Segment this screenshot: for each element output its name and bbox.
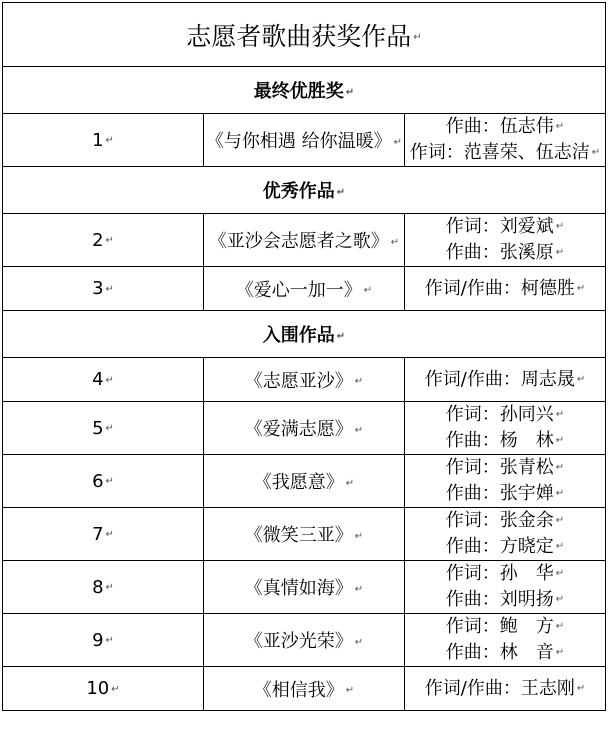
cell-text: 《与你相遇 给你温暖》 xyxy=(205,131,392,152)
row-number xyxy=(3,614,204,667)
paragraph-mark-icon: ↵ xyxy=(111,683,120,695)
cell-text: 作曲：方晓定 xyxy=(445,536,554,557)
credit-line xyxy=(405,214,605,240)
paragraph-mark-icon: ↵ xyxy=(354,530,364,542)
cell-text: 《真情如海》 xyxy=(244,578,353,599)
document-title: 志愿者歌曲获奖作品 xyxy=(186,21,412,51)
song-title xyxy=(204,267,405,311)
paragraph-mark-icon: ↵ xyxy=(555,221,565,232)
paragraph-mark-icon: ↵ xyxy=(555,247,565,258)
cell-text: 《相信我》 xyxy=(253,679,344,701)
row-number xyxy=(3,358,204,402)
paragraph-mark-icon: ↵ xyxy=(336,330,346,342)
song-credits xyxy=(405,561,606,614)
cell-text: 10 xyxy=(86,678,110,699)
section-row xyxy=(3,67,606,114)
cell-text: 作曲：张宇婵 xyxy=(445,483,554,504)
paragraph-mark-icon: ↵ xyxy=(105,235,114,246)
song-title xyxy=(204,114,405,167)
paragraph-mark-icon: ↵ xyxy=(555,462,565,473)
paragraph-mark-icon: ↵ xyxy=(105,476,114,487)
cell-text: 作词/作曲：柯德胜 xyxy=(424,277,575,299)
cell-text: 作词/作曲：周志晟 xyxy=(424,368,575,390)
row-number xyxy=(3,214,204,267)
credit-line xyxy=(405,276,605,302)
row-number xyxy=(3,402,204,455)
paragraph-mark-icon: ↵ xyxy=(105,135,114,146)
paragraph-mark-icon: ↵ xyxy=(363,285,373,296)
paragraph-mark-icon: ↵ xyxy=(413,32,422,43)
cell-text: 作词：张金余 xyxy=(445,510,554,531)
credit-line xyxy=(405,508,605,534)
credit-line xyxy=(405,534,605,560)
paragraph-mark-icon: ↵ xyxy=(105,374,114,386)
paragraph-mark-icon: ↵ xyxy=(354,636,364,648)
cell-text: 《爱满志愿》 xyxy=(244,419,353,440)
cell-text: 作词：刘爱斌 xyxy=(445,216,554,237)
paragraph-mark-icon: ↵ xyxy=(105,283,114,295)
paragraph-mark-icon: ↵ xyxy=(555,568,565,579)
paragraph-mark-icon: ↵ xyxy=(105,635,114,646)
song-title xyxy=(204,561,405,614)
awards-document xyxy=(2,2,606,711)
credit-line xyxy=(405,140,605,166)
paragraph-mark-icon: ↵ xyxy=(576,282,586,294)
paragraph-mark-icon: ↵ xyxy=(105,582,114,593)
paragraph-mark-icon: ↵ xyxy=(345,477,355,489)
paragraph-mark-icon: ↵ xyxy=(105,423,114,434)
cell-text: 3 xyxy=(92,278,104,299)
paragraph-mark-icon: ↵ xyxy=(390,236,400,248)
credit-line xyxy=(405,481,605,507)
song-credits xyxy=(405,114,606,167)
paragraph-mark-icon: ↵ xyxy=(555,409,565,420)
cell-text: 《志愿亚沙》 xyxy=(244,370,353,392)
cell-text: 6 xyxy=(92,470,104,492)
cell-text: 作词：孙同兴 xyxy=(445,404,554,425)
song-credits xyxy=(405,455,606,508)
cell-text: 《我愿意》 xyxy=(253,472,344,493)
table-row xyxy=(3,561,606,614)
cell-text: 作曲：伍志伟 xyxy=(445,116,554,137)
cell-text: 《爱心一加一》 xyxy=(235,279,362,301)
section-heading-excellent xyxy=(3,167,606,214)
paragraph-mark-icon: ↵ xyxy=(393,136,403,148)
row-number xyxy=(3,114,204,167)
song-title xyxy=(204,358,405,402)
cell-text: 作词：鲍 方 xyxy=(445,616,554,637)
credit-line xyxy=(405,640,605,666)
awards-table xyxy=(2,2,606,711)
credit-line xyxy=(405,676,605,702)
song-title xyxy=(204,402,405,455)
credit-line xyxy=(405,587,605,613)
song-credits xyxy=(405,358,606,402)
song-credits xyxy=(405,214,606,267)
cell-text: 作词：孙 华 xyxy=(445,563,554,584)
song-credits xyxy=(405,402,606,455)
section-heading-final xyxy=(3,67,606,114)
cell-text: 4 xyxy=(92,369,104,390)
paragraph-mark-icon: ↵ xyxy=(576,682,586,694)
paragraph-mark-icon: ↵ xyxy=(354,424,364,436)
paragraph-mark-icon: ↵ xyxy=(591,147,601,158)
cell-text: 《亚沙光荣》 xyxy=(244,631,353,652)
row-number xyxy=(3,267,204,311)
cell-text: 作词：张青松 xyxy=(445,457,554,478)
row-number xyxy=(3,667,204,711)
credit-line xyxy=(405,428,605,454)
paragraph-mark-icon: ↵ xyxy=(555,515,565,526)
paragraph-mark-icon: ↵ xyxy=(555,541,565,552)
song-credits xyxy=(405,508,606,561)
cell-text: 作词/作曲：王志刚 xyxy=(424,677,575,699)
cell-text: 最终优胜奖 xyxy=(253,81,344,102)
table-row xyxy=(3,267,606,311)
cell-text: 作曲：张溪原 xyxy=(445,242,554,263)
table-row xyxy=(3,667,606,711)
table-row xyxy=(3,358,606,402)
table-row xyxy=(3,455,606,508)
cell-text: 9 xyxy=(92,629,104,651)
song-title xyxy=(204,614,405,667)
credit-line xyxy=(405,114,605,140)
paragraph-mark-icon: ↵ xyxy=(345,86,355,98)
cell-text: 《亚沙会志愿者之歌》 xyxy=(208,231,389,252)
cell-text: 1 xyxy=(92,129,104,151)
document-title-cell xyxy=(3,3,606,67)
cell-text: 入围作品 xyxy=(262,325,335,346)
song-title xyxy=(204,667,405,711)
paragraph-mark-icon: ↵ xyxy=(576,373,586,385)
paragraph-mark-icon: ↵ xyxy=(105,529,114,540)
song-title xyxy=(204,508,405,561)
table-row xyxy=(3,508,606,561)
song-credits xyxy=(405,267,606,311)
paragraph-mark-icon: ↵ xyxy=(555,435,565,446)
cell-text: 作词：范喜荣、伍志洁 xyxy=(409,142,590,163)
cell-text: 作曲：林 音 xyxy=(445,642,554,663)
section-heading-finalist xyxy=(3,311,606,358)
song-title xyxy=(204,214,405,267)
paragraph-mark-icon: ↵ xyxy=(345,685,355,696)
table-row xyxy=(3,214,606,267)
paragraph-mark-icon: ↵ xyxy=(354,376,364,387)
credit-line xyxy=(405,561,605,587)
paragraph-mark-icon: ↵ xyxy=(555,594,565,605)
credit-line xyxy=(405,367,605,393)
row-number xyxy=(3,508,204,561)
credit-line xyxy=(405,240,605,266)
cell-text: 5 xyxy=(92,417,104,439)
cell-text: 作曲：杨 林 xyxy=(445,430,554,451)
cell-text: 7 xyxy=(92,523,104,545)
paragraph-mark-icon: ↵ xyxy=(555,647,565,658)
credit-line xyxy=(405,455,605,481)
paragraph-mark-icon: ↵ xyxy=(354,583,364,595)
credit-line xyxy=(405,614,605,640)
cell-text: 8 xyxy=(92,576,104,598)
paragraph-mark-icon: ↵ xyxy=(555,488,565,499)
title-row xyxy=(3,3,606,67)
cell-text: 优秀作品 xyxy=(262,181,335,202)
cell-text: 《微笑三亚》 xyxy=(244,525,353,546)
table-row xyxy=(3,114,606,167)
row-number xyxy=(3,455,204,508)
table-row xyxy=(3,614,606,667)
paragraph-mark-icon: ↵ xyxy=(336,186,346,198)
credit-line xyxy=(405,402,605,428)
section-row xyxy=(3,167,606,214)
row-number xyxy=(3,561,204,614)
paragraph-mark-icon: ↵ xyxy=(555,121,565,132)
paragraph-mark-icon: ↵ xyxy=(555,621,565,632)
song-credits xyxy=(405,667,606,711)
cell-text: 2 xyxy=(92,229,104,251)
table-row xyxy=(3,402,606,455)
song-credits xyxy=(405,614,606,667)
song-title xyxy=(204,455,405,508)
section-row xyxy=(3,311,606,358)
cell-text: 作曲：刘明扬 xyxy=(445,589,554,610)
